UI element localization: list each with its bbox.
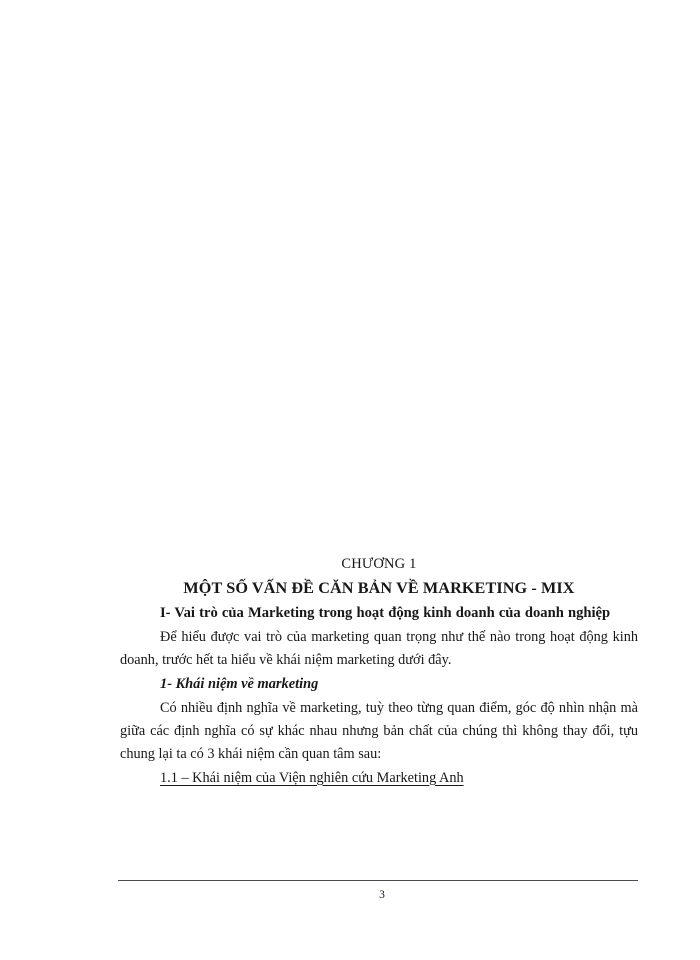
sub-heading-1: 1- Khái niệm về marketing: [160, 675, 319, 692]
section-heading-i: I- Vai trò của Marketing trong hoạt động kinh doanh của doanh nghiệp: [160, 605, 611, 621]
document-title: MỘT SỐ VẤN ĐỀ CĂN BẢN VỀ MARKETING - MIX: [183, 579, 575, 597]
sub-heading-1-1-text: 1.1 – Khái niệm của Viện nghiên cứu Marketing Anh: [160, 769, 464, 786]
page-content: [120, 554, 638, 790]
footer-divider: [118, 880, 638, 881]
page-number: 3: [379, 889, 385, 901]
sub-heading-1-1: [120, 767, 638, 790]
page-footer: [118, 880, 638, 903]
paragraph-definitions: Có nhiều định nghĩa về marketing, tuỳ theo từng quan điểm, góc độ nhìn nhận mà giữa các định nghĩa có sự khác nhau nhưng bản chất của chúng thì không thay đổi, tựu chung lại ta có 3 khái niệm cần quan tâm sau:: [120, 699, 638, 762]
chapter-label: CHƯƠNG 1: [341, 556, 417, 572]
paragraph-intro: Để hiểu được vai trò của marketing quan trọng như thế nào trong hoạt động kinh doanh, trước hết ta hiểu về khái niệm marketing dưới đây.: [120, 628, 638, 668]
